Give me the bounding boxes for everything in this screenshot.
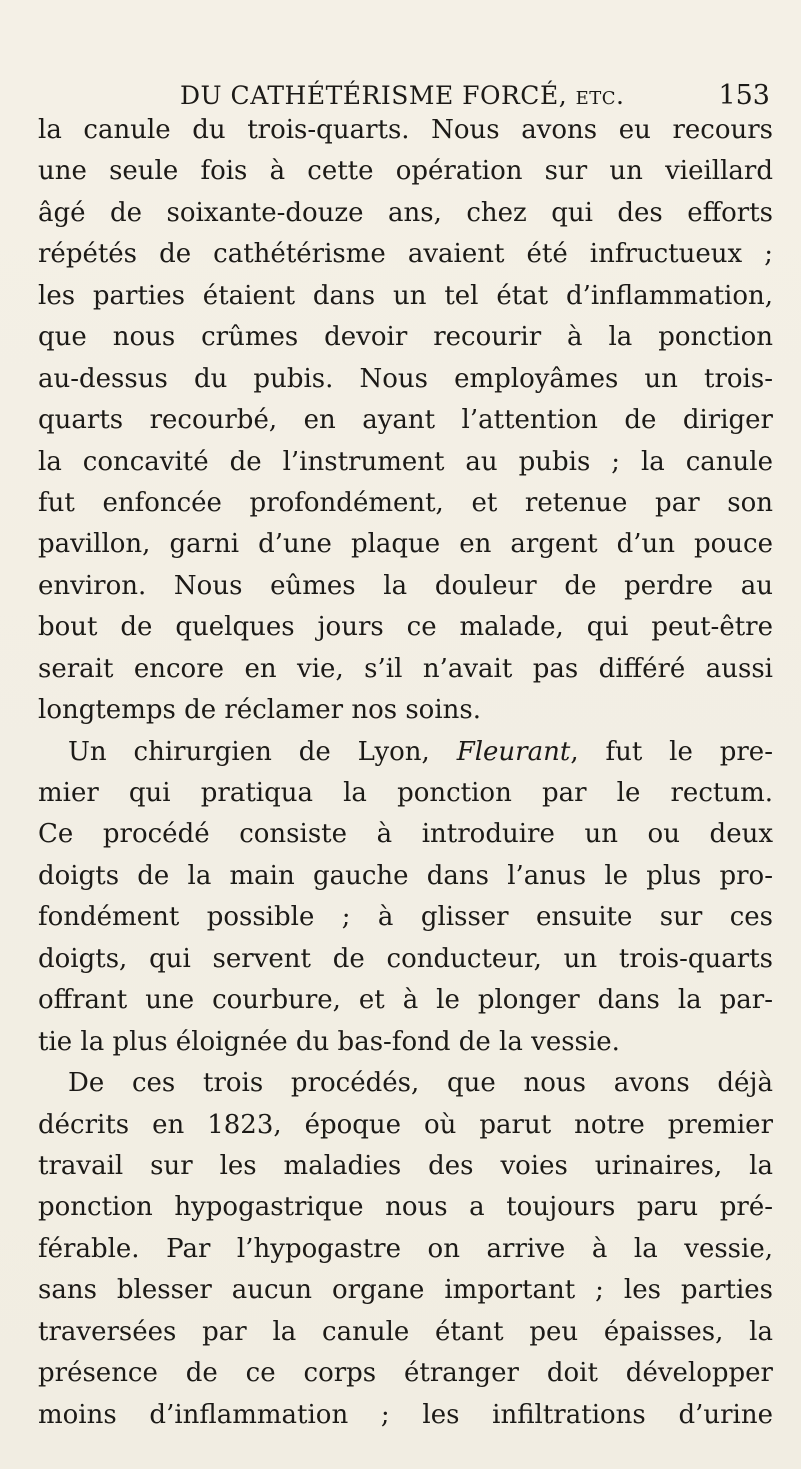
body-text <box>38 110 773 1436</box>
text-line: offrant une courbure, et à le plonger dans la par- <box>38 985 773 1016</box>
text-line: fondément possible ; à glisser ensuite sur ces <box>38 902 773 933</box>
text-segment: Un chirurgien de Lyon, <box>68 736 457 767</box>
text-line: les parties étaient dans un tel état d’inflammation, <box>38 280 773 311</box>
text-line: la canule du trois-quarts. Nous avons eu recours <box>38 115 773 145</box>
text-line: Ce procédé consiste à introduire un ou deux <box>38 819 773 850</box>
text-line-paragraph-start <box>38 732 773 773</box>
text-line: travail sur les maladies des voies urinaires, la <box>38 1150 773 1181</box>
text-line: âgé de soixante-douze ans, chez qui des efforts <box>38 197 773 228</box>
text-line: pavillon, garni d’une plaque en argent d’un pouce <box>38 529 773 560</box>
text-line: répétés de cathétérisme avaient été infructueux ; <box>38 239 773 270</box>
text-line: férable. Par l’hypogastre on arrive à la vessie, <box>38 1233 773 1264</box>
text-line: longtemps de réclamer nos soins. <box>38 695 481 726</box>
text-line: environ. Nous eûmes la douleur de perdre au <box>38 570 773 601</box>
text-line: sans blesser aucun organe important ; les parties <box>38 1275 773 1306</box>
text-line: que nous crûmes devoir recourir à la ponction <box>38 322 773 353</box>
running-header <box>180 78 770 114</box>
text-segment: , fut le pre- <box>570 736 773 767</box>
text-line-paragraph-start: De ces trois procédés, que nous avons déjà <box>68 1068 773 1099</box>
page-number: 153 <box>718 80 770 111</box>
surgeon-name: Fleurant <box>456 736 571 767</box>
text-line: bout de quelques jours ce malade, qui peut-être <box>38 612 773 643</box>
running-title: DU CATHÉTÉRISME FORCÉ, etc. <box>180 81 625 110</box>
text-line: une seule fois à cette opération sur un vieillard <box>38 156 773 187</box>
text-line: tie la plus éloignée du bas-fond de la vessie. <box>38 1026 620 1057</box>
text-line: traversées par la canule étant peu épaisses, la <box>38 1316 773 1347</box>
text-line: serait encore en vie, s’il n’avait pas différé aussi <box>38 653 773 684</box>
text-line: la concavité de l’instrument au pubis ; la canule <box>38 446 773 477</box>
text-line: mier qui pratiqua la ponction par le rectum. <box>38 778 773 808</box>
text-line: quarts recourbé, en ayant l’attention de diriger <box>38 405 773 436</box>
text-line: moins d’inflammation ; les infiltrations d’urine <box>38 1399 773 1430</box>
text-line: ponction hypogastrique nous a toujours paru pré- <box>38 1192 773 1223</box>
text-line: présence de ce corps étranger doit développer <box>38 1358 773 1389</box>
text-line: doigts de la main gauche dans l’anus le plus pro- <box>38 860 773 891</box>
text-line: décrits en 1823, époque où parut notre premier <box>38 1109 773 1140</box>
text-line: au-dessus du pubis. Nous employâmes un trois- <box>38 363 773 394</box>
text-line: doigts, qui servent de conducteur, un trois-quarts <box>38 943 773 974</box>
text-line: fut enfoncée profondément, et retenue par son <box>38 487 773 518</box>
